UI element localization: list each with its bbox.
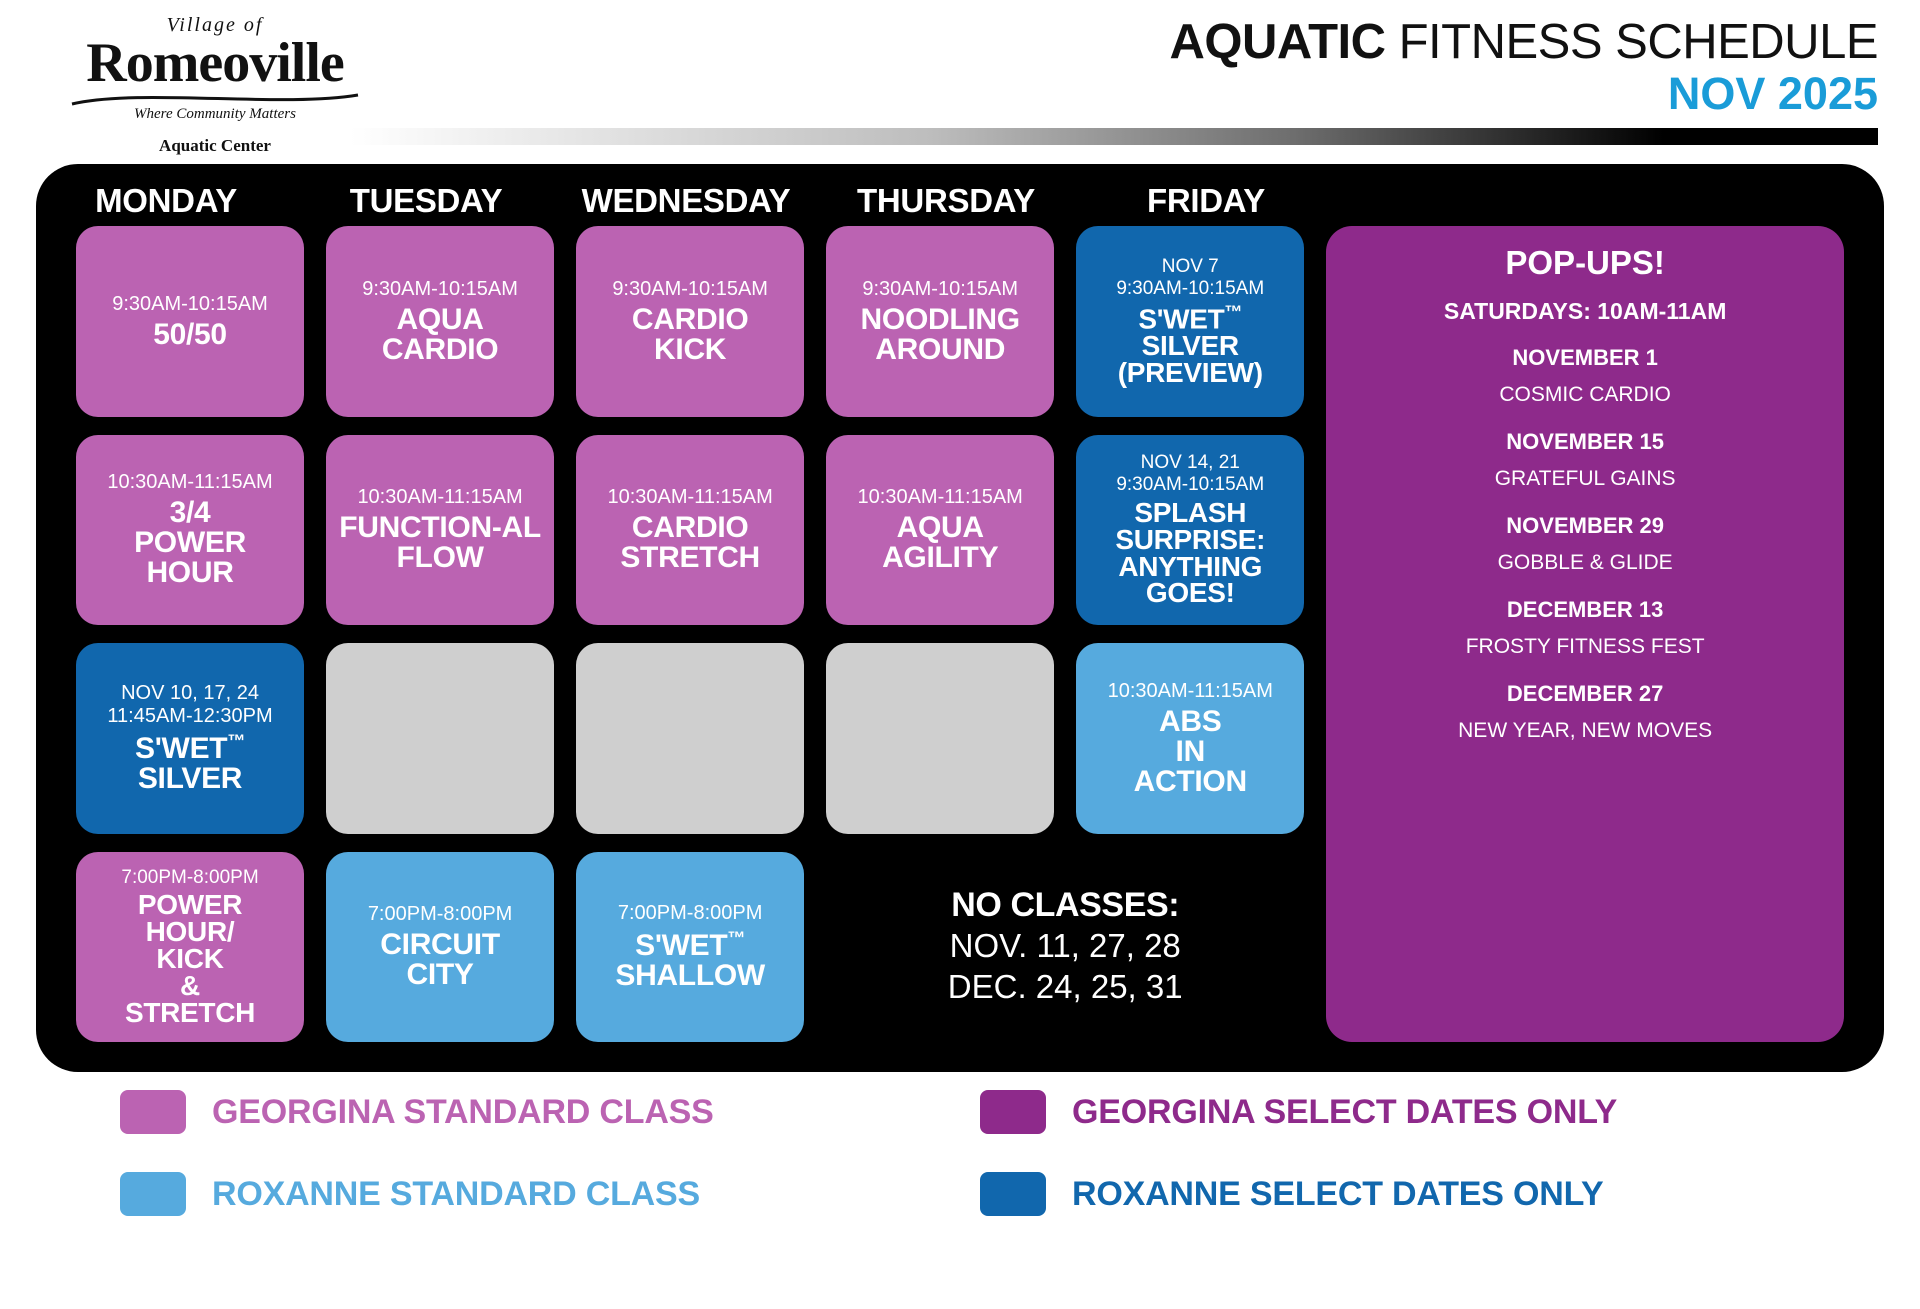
popup-date: DECEMBER 27 (1506, 681, 1664, 706)
class-time: NOV 14, 21 9:30AM-10:15AM (1116, 452, 1265, 495)
legend-swatch-roxanne-select (980, 1172, 1046, 1216)
class-time: 10:30AM-11:15AM (1107, 679, 1273, 702)
popup-date: DECEMBER 13 (1506, 597, 1664, 622)
legend-item-roxanne-select (980, 1172, 1840, 1216)
class-time: 9:30AM-10:15AM (112, 292, 268, 315)
class-name: AQUA CARDIO (381, 302, 499, 366)
class-name: ABS IN ACTION (1133, 704, 1247, 798)
page-title (1169, 14, 1878, 70)
class-cell (76, 643, 304, 834)
class-time: 10:30AM-11:15AM (357, 486, 523, 509)
legend (120, 1090, 1840, 1216)
legend-label-roxanne-standard: ROXANNE STANDARD CLASS (212, 1174, 700, 1213)
class-cell (76, 852, 304, 1043)
empty-slot (826, 643, 1054, 834)
no-classes-block (826, 852, 1304, 1043)
class-cell (76, 435, 304, 626)
class-time: 10:30AM-11:15AM (607, 486, 773, 509)
day-header-thursday: THURSDAY (857, 182, 1035, 219)
class-cell (576, 226, 804, 417)
no-classes-title: NO CLASSES: (951, 886, 1180, 924)
class-cell (826, 226, 1054, 417)
empty-slot (576, 643, 804, 834)
day-header-row (36, 172, 1336, 230)
page-title-rest: FITNESS SCHEDULE (1385, 15, 1878, 69)
class-name: 50/50 (153, 317, 227, 351)
empty-slot (326, 643, 554, 834)
logo-facility: Aquatic Center (159, 136, 271, 156)
class-time: 9:30AM-10:15AM (362, 277, 518, 300)
title-block (1169, 14, 1878, 120)
class-name: CARDIO KICK (631, 302, 749, 366)
legend-swatch-georgina-select (980, 1090, 1046, 1134)
class-time: 10:30AM-11:15AM (857, 486, 1023, 509)
class-cell (76, 226, 304, 417)
popup-name: GOBBLE & GLIDE (1497, 551, 1673, 574)
day-header-tuesday: TUESDAY (349, 182, 503, 219)
legend-swatch-roxanne-standard (120, 1172, 186, 1216)
class-name: AQUA AGILITY (882, 511, 999, 575)
legend-label-georgina-standard: GEORGINA STANDARD CLASS (212, 1092, 714, 1131)
popup-item (1340, 513, 1830, 575)
class-name: POWER HOUR/ KICK & STRETCH (124, 889, 256, 1028)
legend-item-roxanne-standard (120, 1172, 980, 1216)
popup-item (1340, 597, 1830, 659)
class-name: CARDIO STRETCH (620, 511, 760, 575)
schedule-panel (36, 164, 1884, 1072)
class-time: 7:00PM-8:00PM (121, 866, 259, 888)
class-cell (1076, 435, 1304, 626)
no-classes-line-2: DEC. 24, 25, 31 (947, 968, 1183, 1006)
class-cell (1076, 643, 1304, 834)
class-time: 7:00PM-8:00PM (367, 903, 513, 926)
class-name: S'WET™ SHALLOW (615, 928, 765, 993)
class-name: FUNCTION-AL FLOW (339, 511, 541, 575)
class-cell (326, 226, 554, 417)
logo (50, 14, 380, 156)
class-cell (1076, 226, 1304, 417)
popup-date: NOVEMBER 15 (1506, 429, 1664, 454)
class-cell (826, 435, 1054, 626)
page-subtitle: NOV 2025 (1667, 68, 1878, 119)
class-time: 10:30AM-11:15AM (107, 471, 273, 494)
class-cell (326, 852, 554, 1043)
class-cell (576, 852, 804, 1043)
class-time: 7:00PM-8:00PM (617, 902, 763, 925)
popup-name: COSMIC CARDIO (1499, 383, 1671, 406)
class-time: 9:30AM-10:15AM (612, 277, 768, 300)
class-name: NOODLING AROUND (860, 302, 1020, 366)
legend-item-georgina-standard (120, 1090, 980, 1134)
popup-item (1340, 429, 1830, 491)
day-header-wednesday: WEDNESDAY (581, 182, 791, 219)
class-name: S'WET™ SILVER (PREVIEW) (1117, 301, 1263, 388)
popup-name: GRATEFUL GAINS (1494, 467, 1676, 490)
no-classes-line-1: NOV. 11, 27, 28 (949, 927, 1181, 964)
legend-label-georgina-select: GEORGINA SELECT DATES ONLY (1072, 1092, 1618, 1131)
class-name: SPLASH SURPRISE: ANYTHING GOES! (1115, 496, 1266, 609)
logo-tagline: Where Community Matters (134, 106, 296, 123)
popup-item (1340, 345, 1830, 407)
schedule-grid-wrapper (76, 226, 1844, 1042)
class-time: 9:30AM-10:15AM (862, 277, 1018, 300)
popup-item (1340, 681, 1830, 743)
popups-panel (1326, 226, 1844, 1042)
class-grid (76, 226, 1304, 1042)
popup-date: NOVEMBER 1 (1512, 345, 1658, 370)
legend-label-roxanne-select: ROXANNE SELECT DATES ONLY (1072, 1174, 1604, 1213)
class-cell (576, 435, 804, 626)
page-title-bold: AQUATIC (1169, 15, 1386, 69)
class-name: CIRCUIT CITY (380, 928, 500, 992)
popup-name: FROSTY FITNESS FEST (1465, 635, 1705, 658)
popups-list (1340, 345, 1830, 765)
class-time: NOV 10, 17, 24 11:45AM-12:30PM (107, 682, 273, 728)
page-header (0, 0, 1920, 156)
logo-romeoville-text: Romeoville (86, 32, 344, 94)
logo-village-text: Village of (166, 14, 264, 36)
day-header-friday: FRIDAY (1146, 182, 1265, 219)
popups-title: POP-UPS! (1505, 244, 1665, 281)
class-name: 3/4 POWER HOUR (134, 496, 246, 590)
popups-subtitle: SATURDAYS: 10AM-11AM (1443, 298, 1727, 324)
class-cell (326, 435, 554, 626)
day-header-monday: MONDAY (95, 182, 237, 219)
popup-name: NEW YEAR, NEW MOVES (1458, 719, 1713, 742)
logo-swoosh-icon (70, 92, 360, 108)
class-name: S'WET™ SILVER (135, 731, 246, 796)
legend-swatch-georgina-standard (120, 1090, 186, 1134)
popup-date: NOVEMBER 29 (1506, 513, 1664, 538)
class-time: NOV 7 9:30AM-10:15AM (1116, 255, 1265, 299)
header-gradient-bar (350, 128, 1878, 145)
legend-item-georgina-select (980, 1090, 1840, 1134)
